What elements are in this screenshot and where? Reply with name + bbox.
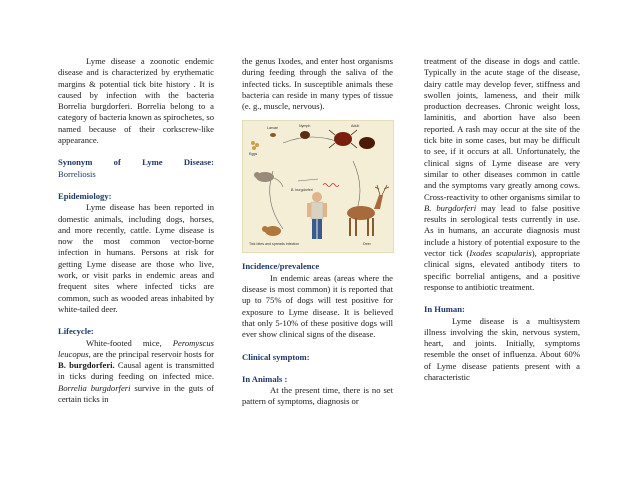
column-3 <box>424 56 580 383</box>
lifecycle-heading: Lifecycle: <box>58 326 94 337</box>
intro-paragraph: Lyme disease a zoonotic endemic disease and is characterized by erythematic margins & potential tick bite history . It is caused by infection with the bacteria Borrelia burgdorferi. Borrelia belong to a category of bacteria known as spirochetes, so named because of their corkscrew-like appearance. <box>58 56 214 146</box>
svg-text:Adult: Adult <box>351 124 360 129</box>
chipmunk-icon <box>249 226 299 246</box>
tick-larva-icon <box>267 126 278 137</box>
svg-text:Eggs: Eggs <box>249 152 258 157</box>
human-paragraph: Lyme disease is a multisystem illness involving the skin, nervous system, heart, and joints. Initially, symptoms resemble the onset of influenza. About 60% of Lyme disease patients present with a characteristic <box>424 315 580 383</box>
lifecycle-paragraph: White-footed mice, Peromyscus leucopus, are the principal reservoir hosts for B. burgdorferi. Causal agent is transmitted in ticks during feeding on infected mice. Borrelia burgdorferi survive in the guts of certain ticks in <box>58 337 214 405</box>
tick-nymph-icon <box>299 124 310 139</box>
column-1 <box>58 56 214 405</box>
clinical-symptom-heading: Clinical symptom: <box>242 351 310 362</box>
svg-text:B. burgdorferi: B. burgdorferi <box>291 188 313 193</box>
mouse-icon <box>254 172 283 187</box>
tick-eggs-icon <box>249 141 259 156</box>
treatment-paragraph: treatment of the disease in dogs and cattle. Typically in the acute stage of the disease, dairy cattle may develop fever, stiffness and swollen joints, lameness, and their milk production decreases. Chronic weight loss, laminitis, and abortion have also been reported. A rash may occur at the site of the tick bite in some cases, but may be difficult to see, if it occurs at all. Unfortunately, the clinical signs of Lyme disease are very similar to other diseases common in cattle and the symptoms vary greatly among cows. Cross-reactivity to other organisms similar to B. burgdorferi may lead to false positive results in serological tests currently in use. As in humans, an accurate diagnosis must include a history of potential exposure to the vector tick (Ixodes scapularis), appropriate clinical signs, elevated antibody titers to specific borrelial antigens, and a positive response to antibiotic treatment. <box>424 56 580 292</box>
spirochete-icon <box>323 184 339 187</box>
cycle-arrow <box>283 137 341 143</box>
svg-text:Nymph: Nymph <box>299 124 311 129</box>
synonym-value: Borreliosis <box>58 168 96 179</box>
animals-paragraph: At the present time, there is no set pattern of symptoms, diagnosis or <box>242 385 393 407</box>
genus-paragraph: the genus Ixodes, and enter host organisms during feeding through the saliva of the infected ticks. In susceptible animals these bacteria can reside in many types of tissue (e. g., muscle, nervous). <box>242 56 393 112</box>
epidemiology-paragraph: Lyme disease has been reported in domestic animals, including dogs, horses, and more recently, cattle. Lyme disease is now the most common vector-borne infection in humans. Persons at risk for getting Lyme disease are those who live, work, or visit parks in endemic areas and frequent sites where infected ticks are common, such as wooded areas inhabited by white-tailed deer. <box>58 202 214 314</box>
svg-text:Larvae: Larvae <box>267 126 278 131</box>
synonym-heading: Synonym of Lyme Disease: <box>58 157 214 168</box>
incidence-heading: Incidence/prevalence <box>242 261 320 272</box>
svg-text:Deer: Deer <box>363 242 371 247</box>
in-animals-heading: In Animals : <box>242 373 288 384</box>
epidemiology-heading: Epidemiology: <box>58 190 112 201</box>
column-2 <box>242 56 393 408</box>
in-human-heading: In Human: <box>424 304 465 315</box>
tick-lifecycle-figure <box>242 120 394 253</box>
deer-icon <box>347 185 389 246</box>
cycle-arrow <box>298 179 318 181</box>
human-icon <box>307 192 327 239</box>
svg-text:Tick bites and spreads infecti: Tick bites and spreads infection <box>249 242 300 247</box>
tick-adult-icon <box>329 124 375 149</box>
incidence-paragraph: In endemic areas (areas where the disease is most common) it is reported that up to 75% of dogs will test positive for exposure to Lyme disease. It is believed that only 5-10% of these positive dogs will ever show clinical signs of the disease. <box>242 272 393 340</box>
